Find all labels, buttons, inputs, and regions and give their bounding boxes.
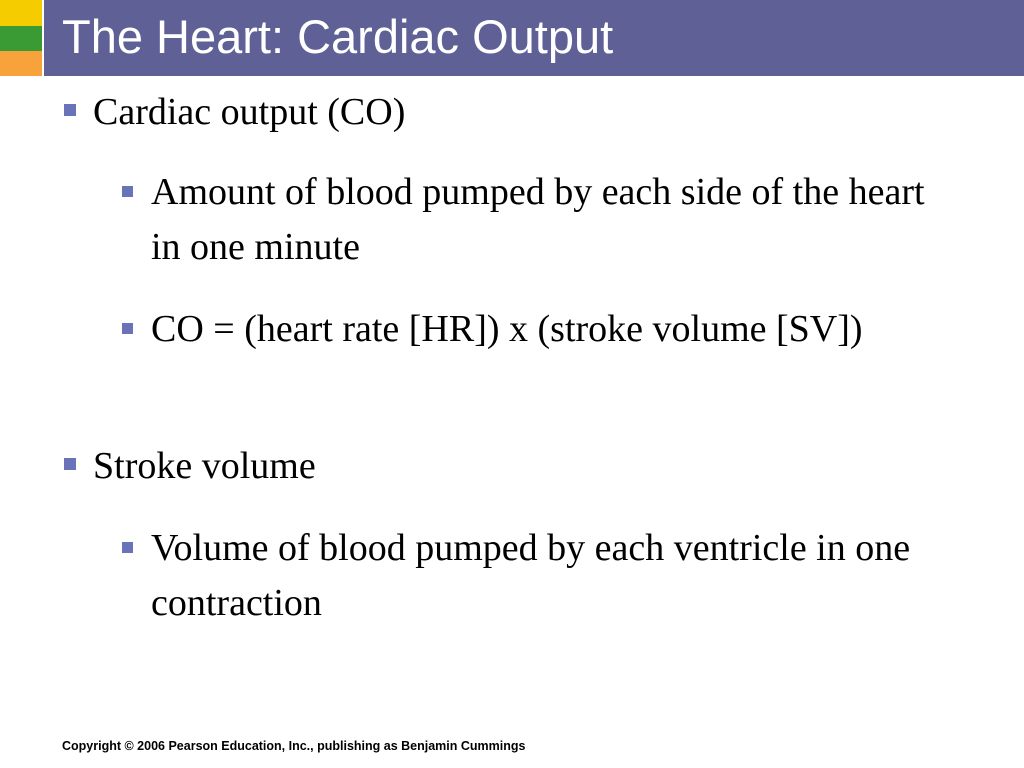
bullet-text: Cardiac output (CO)	[93, 91, 406, 133]
square-bullet-icon	[64, 104, 76, 116]
bullet-cardiac-output	[64, 90, 944, 134]
bullet-text: CO = (heart rate [HR]) x (stroke volume [SV])	[151, 308, 863, 350]
bullet-text: Stroke volume	[93, 445, 316, 487]
copyright-footer: Copyright © 2006 Pearson Education, Inc., publishing as Benjamin Cummings	[62, 739, 526, 753]
square-bullet-icon	[64, 458, 76, 470]
square-bullet-icon	[122, 323, 133, 334]
sub-bullet-co-formula	[122, 302, 942, 357]
sub-bullet-amount-of-blood	[122, 165, 942, 275]
square-bullet-icon	[122, 186, 133, 197]
square-bullet-icon	[122, 542, 133, 553]
bullet-text: Amount of blood pumped by each side of the heart in one minute	[151, 171, 925, 268]
slide-title: The Heart: Cardiac Output	[62, 10, 614, 63]
bullet-stroke-volume	[64, 444, 944, 488]
sub-bullet-volume-of-blood	[122, 521, 942, 631]
bullet-text: Volume of blood pumped by each ventricle in one contraction	[151, 527, 911, 624]
